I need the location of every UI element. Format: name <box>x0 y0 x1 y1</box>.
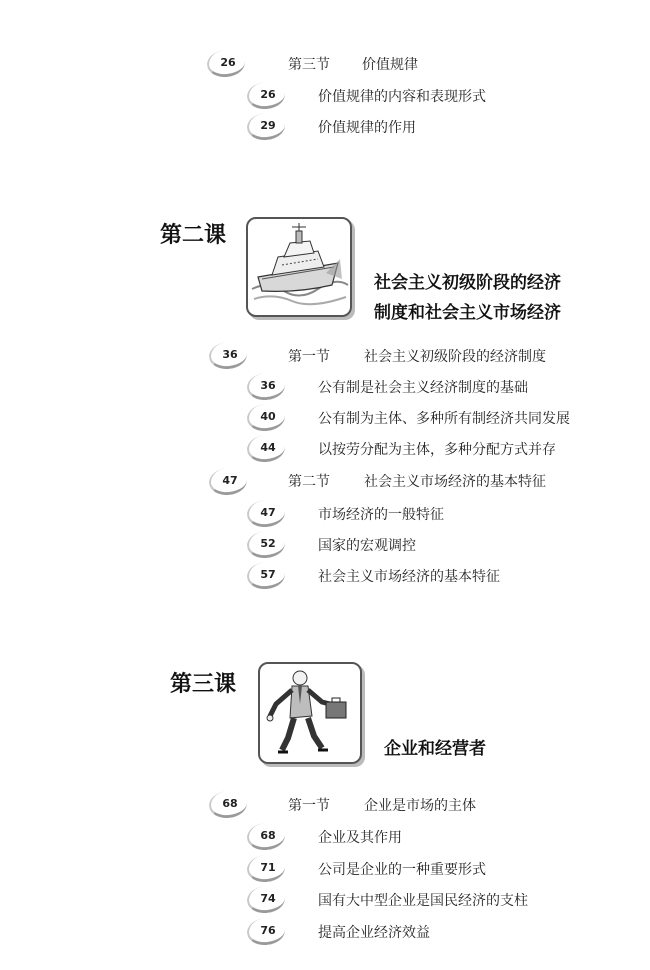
toc-entry[interactable]: 公有制是社会主义经济制度的基础 <box>318 380 528 396</box>
page-number[interactable]: 40 <box>250 408 286 428</box>
lesson-heading: 第三课 <box>170 672 237 697</box>
page-number[interactable]: 44 <box>250 439 286 459</box>
page-number[interactable]: 52 <box>250 535 286 555</box>
section-title[interactable]: 价值规律 <box>362 57 418 73</box>
section-title[interactable]: 社会主义市场经济的基本特征 <box>364 474 546 490</box>
page-number[interactable]: 47 <box>212 472 248 492</box>
page-number[interactable]: 36 <box>212 346 248 366</box>
toc-entry[interactable]: 价值规律的内容和表现形式 <box>318 89 486 105</box>
page-number[interactable]: 26 <box>210 54 246 74</box>
toc-entry[interactable]: 市场经济的一般特征 <box>318 507 444 523</box>
toc-entry[interactable]: 公有制为主体、多种所有制经济共同发展 <box>318 411 570 427</box>
page-number[interactable]: 36 <box>250 377 286 397</box>
businessman-illustration <box>258 662 362 764</box>
section-label: 第一节 <box>288 798 330 814</box>
page-number[interactable]: 74 <box>250 890 286 910</box>
section-label: 第一节 <box>288 349 330 365</box>
lesson-heading: 第二课 <box>160 223 227 248</box>
page-number[interactable]: 47 <box>250 504 286 524</box>
toc-entry[interactable]: 公司是企业的一种重要形式 <box>318 862 486 878</box>
toc-entry[interactable]: 国家的宏观调控 <box>318 538 416 554</box>
businessman-icon <box>260 664 360 762</box>
page-number[interactable]: 71 <box>250 859 286 879</box>
page-number[interactable]: 57 <box>250 566 286 586</box>
ship-illustration <box>246 217 352 317</box>
section-label: 第三节 <box>288 57 330 73</box>
toc-entry[interactable]: 价值规律的作用 <box>318 120 416 136</box>
section-title[interactable]: 企业是市场的主体 <box>364 798 476 814</box>
page-number[interactable]: 68 <box>250 827 286 847</box>
lesson-title-line: 社会主义初级阶段的经济 <box>374 273 561 293</box>
toc-entry[interactable]: 以按劳分配为主体，多种分配方式并存 <box>318 442 556 458</box>
page-number[interactable]: 26 <box>250 86 286 106</box>
toc-entry[interactable]: 社会主义市场经济的基本特征 <box>318 569 500 585</box>
lesson-title-line: 制度和社会主义市场经济 <box>374 303 561 323</box>
lesson-title-line: 企业和经营者 <box>384 739 486 759</box>
ship-icon <box>248 219 350 315</box>
toc-entry[interactable]: 提高企业经济效益 <box>318 925 430 941</box>
toc-entry[interactable]: 国有大中型企业是国民经济的支柱 <box>318 893 528 909</box>
toc-entry[interactable]: 企业及其作用 <box>318 830 402 846</box>
section-title[interactable]: 社会主义初级阶段的经济制度 <box>364 349 546 365</box>
section-label: 第二节 <box>288 474 330 490</box>
page-number[interactable]: 68 <box>212 795 248 815</box>
page-number[interactable]: 76 <box>250 922 286 942</box>
page-number[interactable]: 29 <box>250 117 286 137</box>
